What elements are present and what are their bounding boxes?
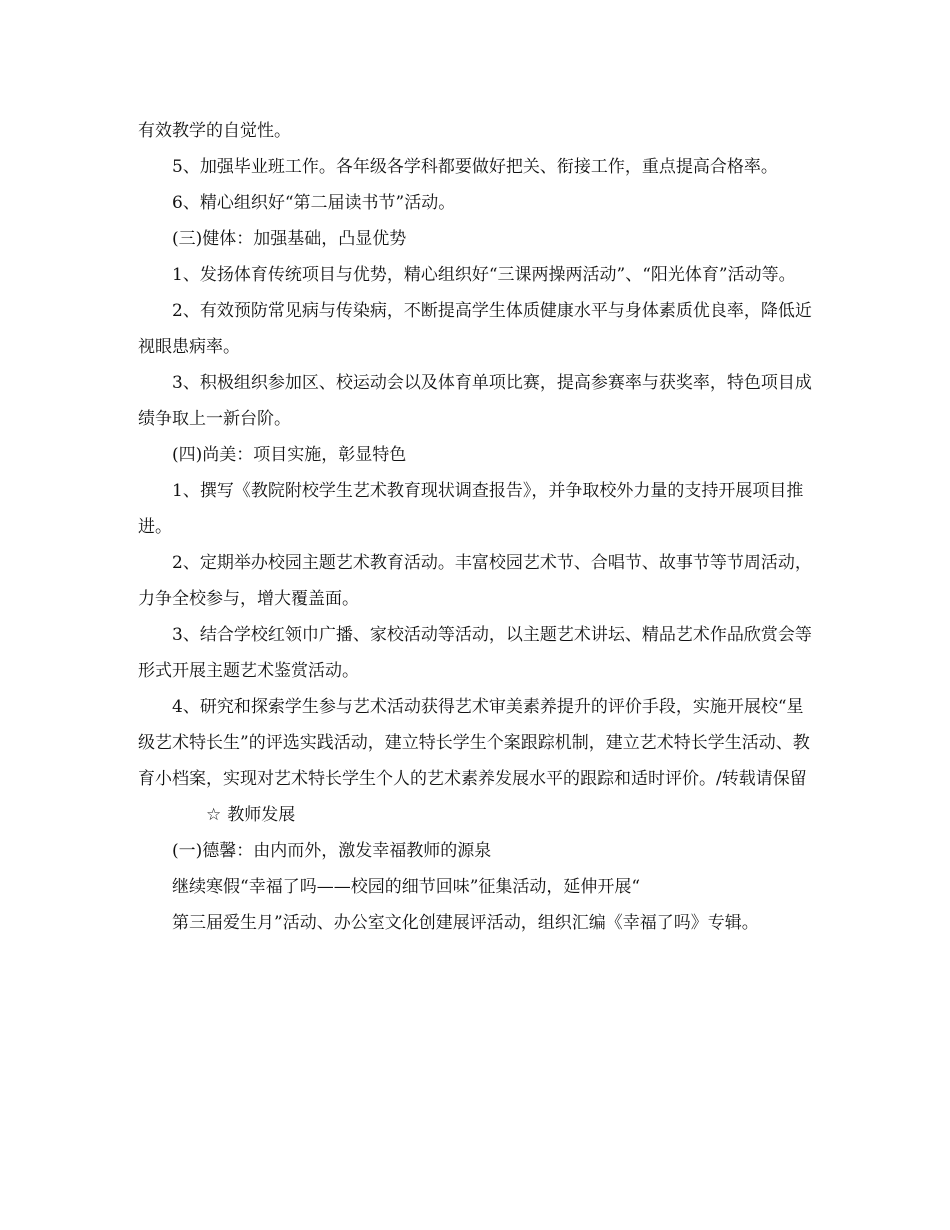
paragraph-virtue-activity-continued: 第三届爱生月”活动、办公室文化创建展评活动，组织汇编《幸福了吗》专辑。 [172, 913, 759, 933]
paragraph-arts-item-1: 1、撰写《教院附校学生艺术教育现状调查报告》，并争取校外力量的支持开展项目推进。 [138, 481, 804, 537]
section-heading-teacher-development [138, 797, 818, 833]
document-body [138, 113, 818, 941]
paragraph-arts-item-2: 2、定期举办校园主题艺术教育活动。丰富校园艺术节、合唱节、故事节等节周活动，力争全校参与，增大覆盖面。 [138, 553, 812, 609]
star-icon: ☆ [206, 805, 222, 825]
paragraph-arts-item-3: 3、结合学校红领巾广播、家校活动等活动，以主题艺术讲坛、精品艺术作品欣赏会等形式开展主题艺术鉴赏活动。 [138, 625, 812, 681]
paragraph-fitness-item-1: 1、发扬体育传统项目与优势，精心组织好“三课两操两活动”、“阳光体育”活动等。 [172, 265, 796, 285]
paragraph-fitness-item-2: 2、有效预防常见病与传染病，不断提高学生体质健康水平与身体素质优良率，降低近视眼患病率。 [138, 301, 812, 357]
section-heading-virtue: (一)德馨：由内而外，激发幸福教师的源泉 [172, 841, 492, 861]
paragraph-fitness-item-3: 3、积极组织参加区、校运动会以及体育单项比赛，提高参赛率与获奖率，特色项目成绩争取上一新台阶。 [138, 373, 812, 429]
paragraph-item-5-graduating-class: 5、加强毕业班工作。各年级各学科都要做好把关、衔接工作，重点提高合格率。 [172, 157, 778, 177]
paragraph-arts-item-4: 4、研究和探索学生参与艺术活动获得艺术审美素养提升的评价手段，实施开展校“星级艺术特长生”的评选实践活动，建立特长学生个案跟踪机制，建立艺术特长学生活动、教育小档案，实现对艺术特长学生个人的艺术素养发展水平的跟踪和适时评价。/转载请保留 [138, 697, 810, 789]
section-heading-arts: (四)尚美：项目实施，彰显特色 [172, 445, 407, 465]
paragraph-item-6-reading-festival: 6、精心组织好“第二届读书节”活动。 [172, 193, 456, 213]
section-heading-fitness: (三)健体：加强基础，凸显优势 [172, 229, 407, 249]
teacher-development-label: 教师发展 [227, 805, 296, 825]
paragraph-virtue-activity: 继续寒假“幸福了吗——校园的细节回味”征集活动，延伸开展“ [172, 877, 641, 897]
paragraph-continuation: 有效教学的自觉性。 [138, 121, 291, 141]
